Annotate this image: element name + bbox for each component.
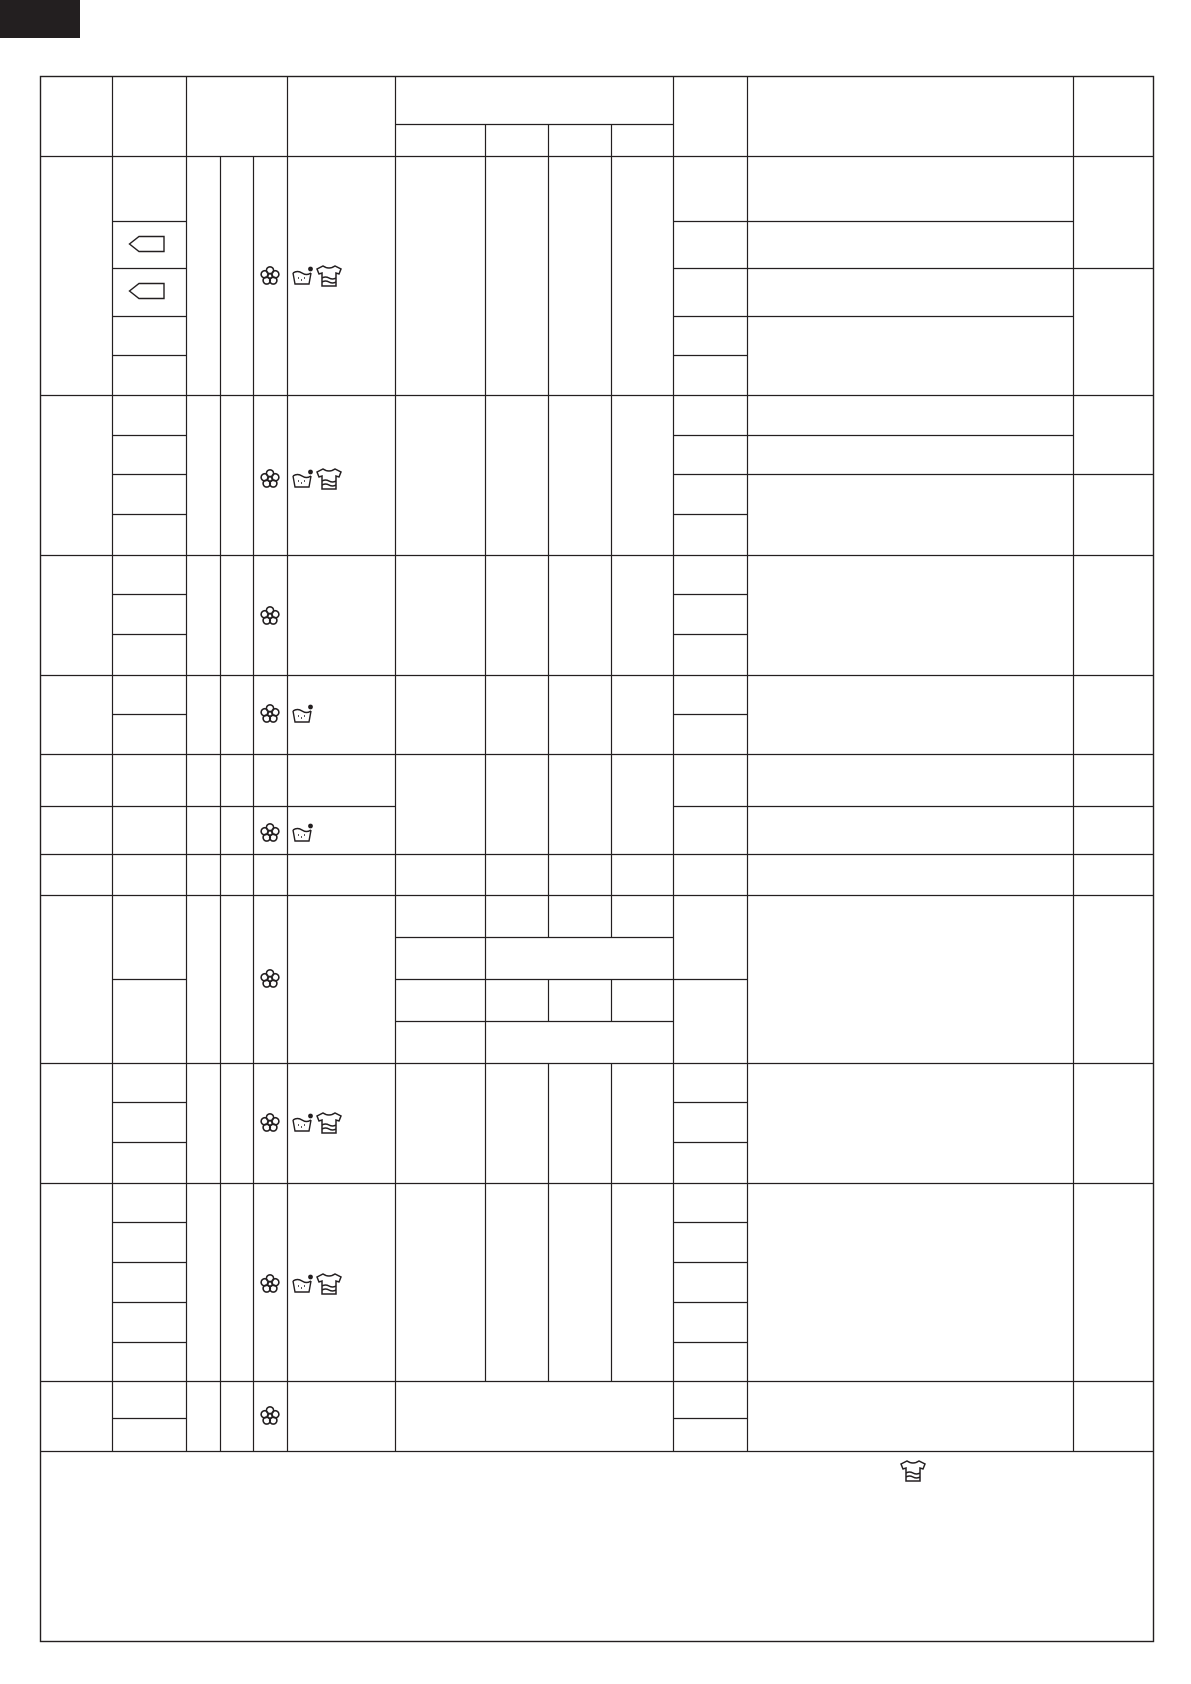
flower-icon	[261, 1275, 279, 1292]
prewash-basin-icon	[293, 705, 313, 722]
flower-icon	[261, 1407, 279, 1424]
flower-icon	[261, 1114, 279, 1131]
prewash-basin-icon	[293, 1114, 313, 1131]
flower-icon	[261, 607, 279, 624]
prewash-basin-icon	[293, 1275, 313, 1292]
tag-outline-icon	[130, 284, 165, 299]
crease-guard-shirt-icon	[317, 1113, 341, 1133]
prewash-basin-icon	[293, 824, 313, 841]
flower-icon	[261, 470, 279, 487]
crease-guard-shirt-icon	[901, 1461, 925, 1481]
flower-icon	[261, 705, 279, 722]
crease-guard-shirt-icon	[317, 1274, 341, 1294]
icon-layer	[130, 237, 926, 1482]
table-frame	[41, 77, 1154, 1642]
crease-guard-shirt-icon	[317, 266, 341, 286]
table-grid	[41, 77, 1154, 1452]
flower-icon	[261, 267, 279, 284]
prewash-basin-icon	[293, 470, 313, 487]
flower-icon	[261, 970, 279, 987]
crease-guard-shirt-icon	[317, 469, 341, 489]
flower-icon	[261, 824, 279, 841]
corner-tab	[0, 0, 80, 38]
prewash-basin-icon	[293, 267, 313, 284]
tag-outline-icon	[130, 237, 165, 252]
